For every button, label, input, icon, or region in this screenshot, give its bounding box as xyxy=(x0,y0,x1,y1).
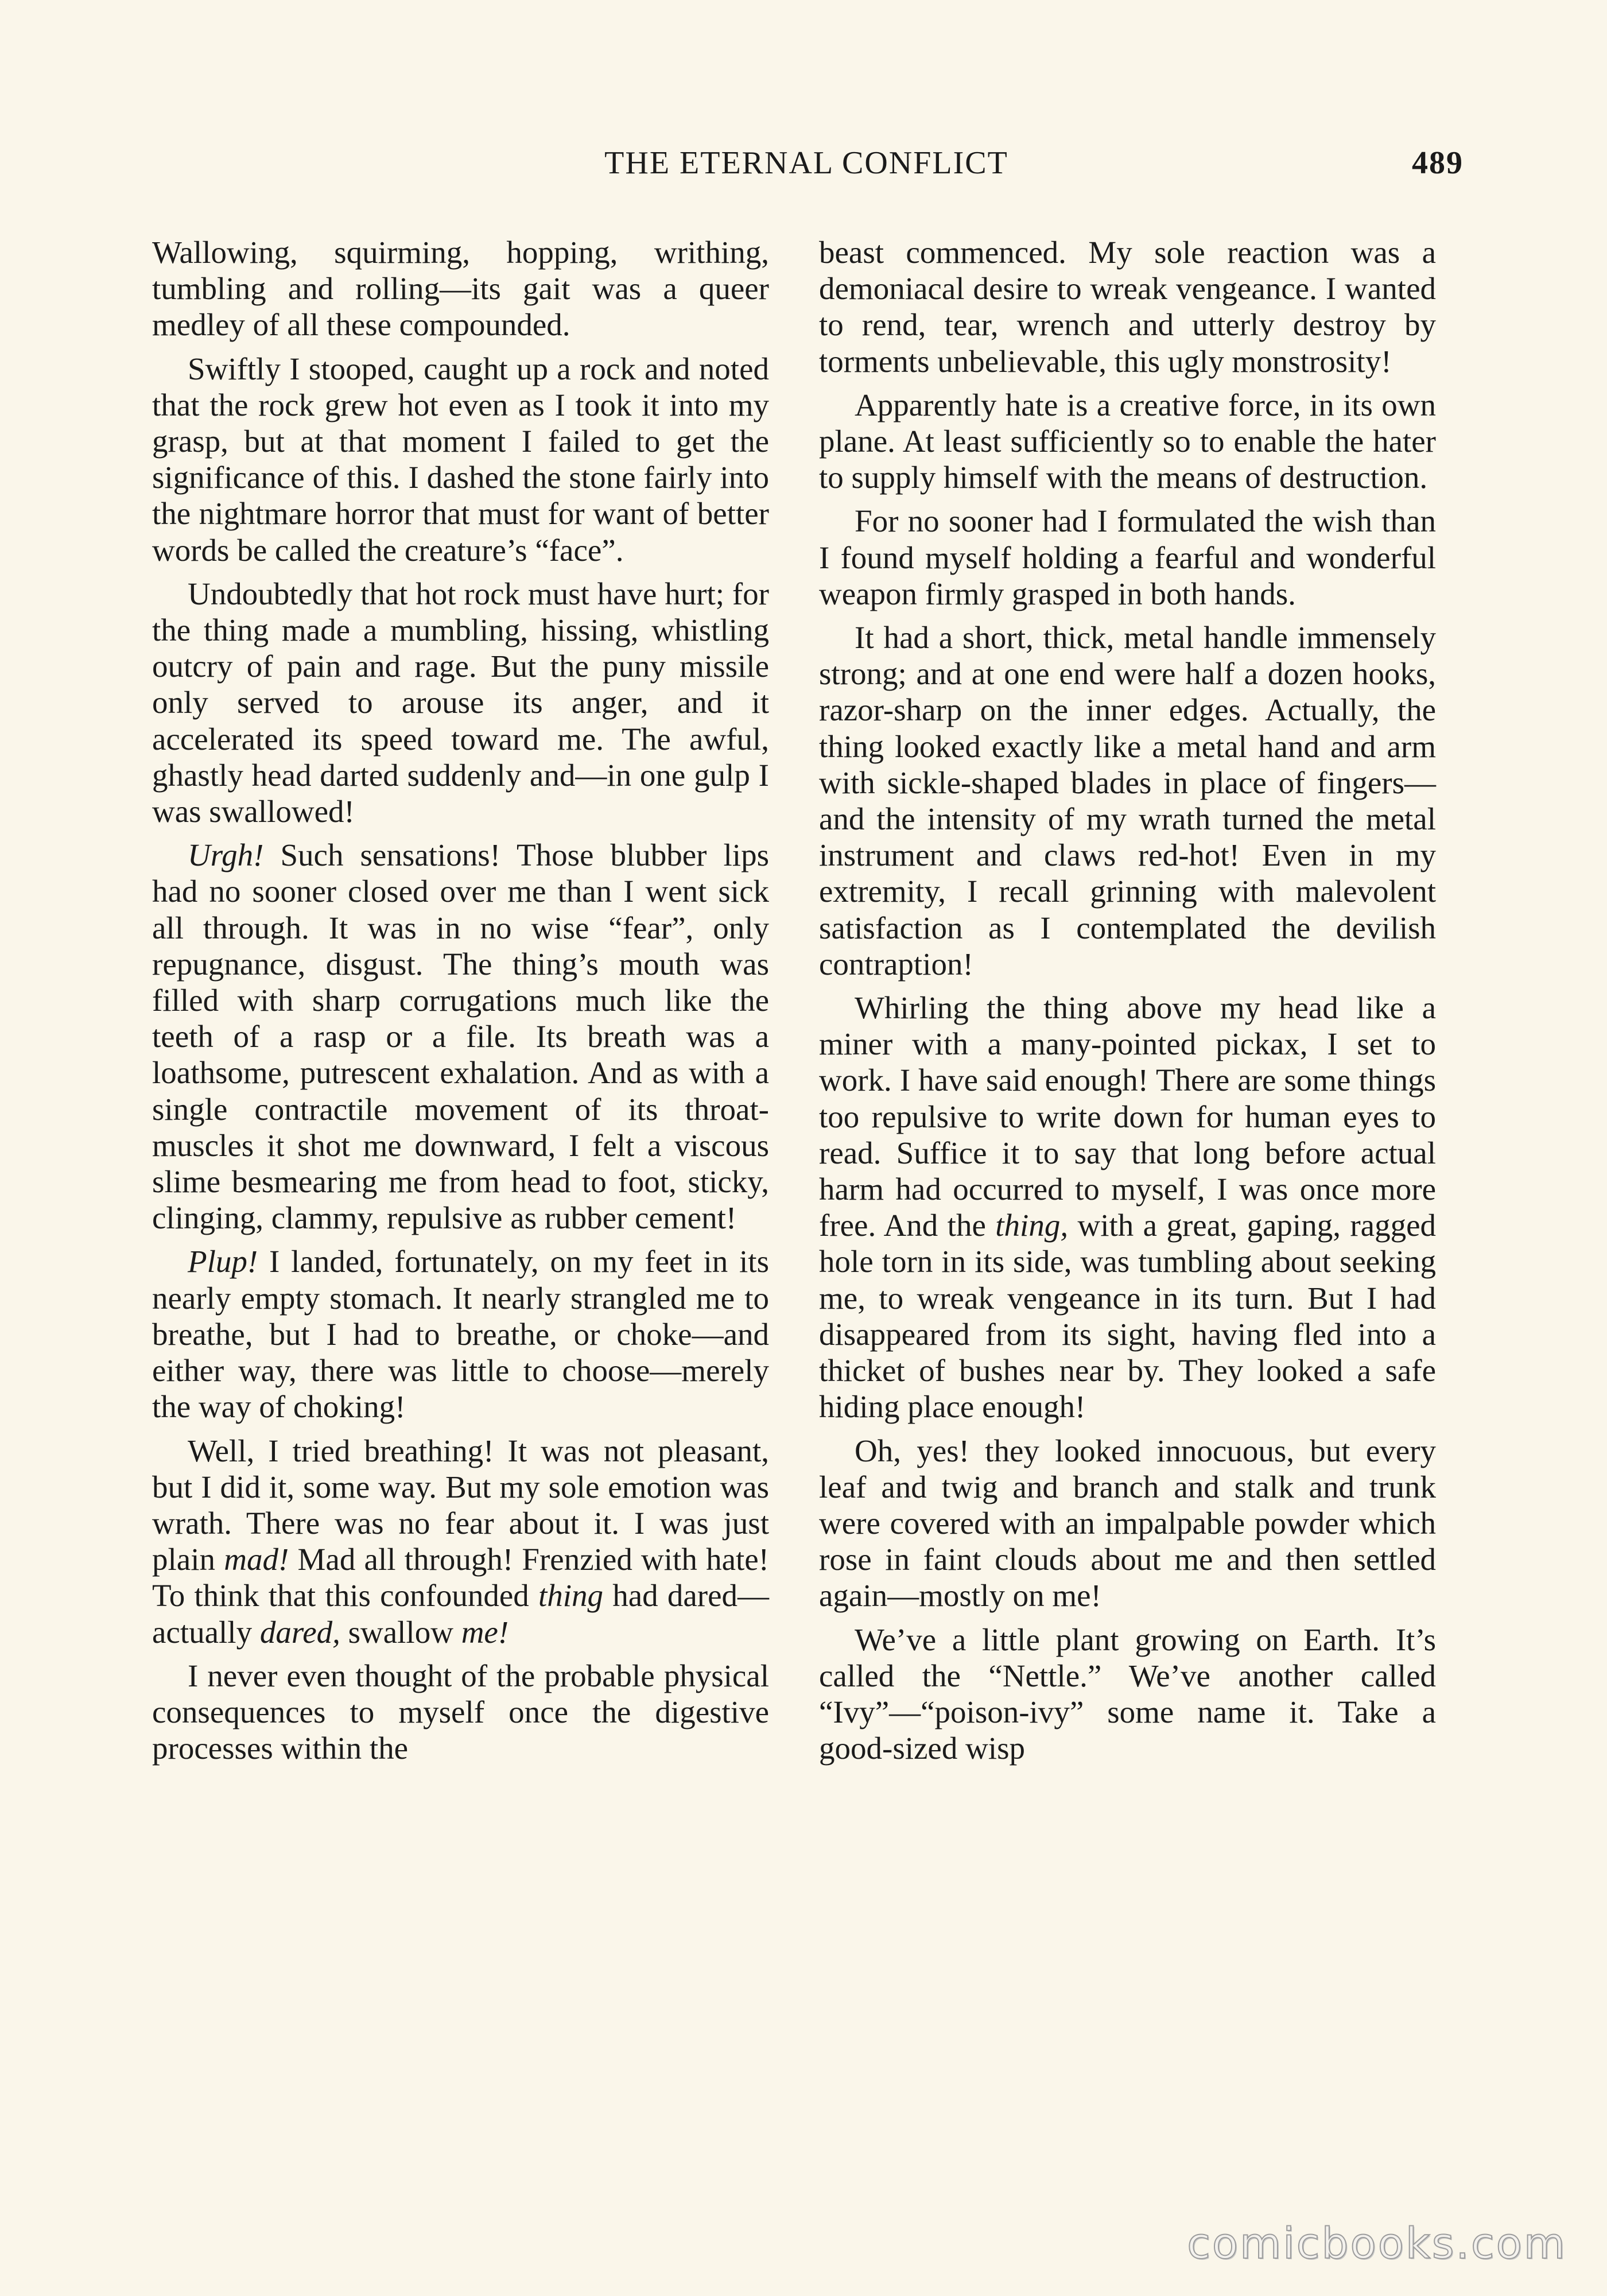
emphasis-text: me! xyxy=(461,1614,509,1650)
text-run: Wallowing, squirming, hopping, writhing, tumbling and rolling—its gait was a queer medley of all these compounded. xyxy=(152,235,769,343)
text-run: Apparently hate is a creative force, in its own plane. At least sufficiently so to enable the hater to supply himself with the means of destruction. xyxy=(819,387,1436,495)
body-paragraph xyxy=(152,1243,769,1425)
emphasis-text: Urgh! xyxy=(188,837,264,873)
emphasis-text: thing xyxy=(538,1578,604,1614)
body-paragraph xyxy=(819,990,1436,1425)
emphasis-text: thing, xyxy=(995,1208,1069,1243)
text-run: For no sooner had I formulated the wish than I found myself holding a fearful and wonderful weapon firmly grasped in both hands. xyxy=(819,503,1436,611)
body-paragraph xyxy=(152,576,769,829)
body-paragraph xyxy=(152,837,769,1236)
text-run: Oh, yes! they looked innocuous, but every leaf and twig and branch and stalk and trunk were covered with an impalpable powder which rose in faint clouds about me and then settled again—mostly on me! xyxy=(819,1433,1436,1614)
text-run: beast commenced. My sole reaction was a demoniacal desire to wreak vengeance. I wanted to rend, tear, wrench and utterly destroy by torments unbelievable, this ugly monstrosity! xyxy=(819,235,1436,379)
text-column-right xyxy=(819,234,1436,1766)
body-paragraph xyxy=(152,1433,769,1650)
text-run: had dared—actually xyxy=(152,1578,769,1650)
running-title: THE ETERNAL CONFLICT xyxy=(604,145,1008,181)
text-run: with a great, gaping, ragged hole torn in its side, was tumbling about seeking me, to wreak vengeance in its turn. But I had disappeared from its sight, having fled into a thicket of bushes near by. They looked a safe hiding place enough! xyxy=(819,1208,1436,1425)
body-paragraph xyxy=(819,619,1436,982)
text-run: Undoubtedly that hot rock must have hurt; for the thing made a mumbling, hissing, whistling outcry of pain and rage. But the puny missile only served to arouse its anger, and it accelerated its speed toward me. The awful, ghastly head darted suddenly and—in one gulp I was swallowed! xyxy=(152,576,769,829)
text-run: It had a short, thick, metal handle immensely strong; and at one end were half a dozen hooks, razor-sharp on the inner edges. Actually, the thing looked exactly like a metal hand and arm with sickle-shaped blades in place of fingers—and the intensity of my wrath turned the metal instrument and claws red-hot! Even in my extremity, I recall grinning with malevolent satisfaction as I contemplated the devilish contraption! xyxy=(819,620,1436,982)
body-paragraph xyxy=(819,234,1436,379)
text-run: Well, I tried breathing! It was not pleasant, but I did it, some way. But my sole emotion was wrath. There was no fear about it. I was just plain xyxy=(152,1433,769,1577)
body-paragraph xyxy=(152,351,769,568)
text-run: I landed, fortunately, on my feet in its nearly empty stomach. It nearly strangled me to breathe, but I had to breathe, or choke—and either way, there was little to choose—merely the way of choking! xyxy=(152,1244,769,1425)
body-paragraph xyxy=(819,387,1436,496)
text-column-left xyxy=(152,234,769,1766)
running-head xyxy=(149,145,1464,185)
body-paragraph xyxy=(819,503,1436,612)
text-run: Such sensations! Those blubber lips had no sooner closed over me than I went sick all through. It was in no wise “fear”, only repugnance, disgust. The thing’s mouth was filled with sharp corrugations much like the teeth of a rasp or a file. Its breath was a loathsome, putrescent exhalation. And as with a single contractile movement of its throat-muscles it shot me downward, I felt a viscous slime besmearing me from head to foot, sticky, clinging, clammy, repulsive as rubber cement! xyxy=(152,837,769,1236)
site-watermark: comicbooks.com xyxy=(1187,2219,1567,2268)
body-paragraph xyxy=(819,1622,1436,1767)
text-run: Mad all through! Frenzied with hate! To think that this confounded xyxy=(152,1542,769,1614)
emphasis-text: dared, xyxy=(259,1614,340,1650)
body-paragraph xyxy=(152,1658,769,1767)
text-run: I never even thought of the probable physical consequences to myself once the digestive processes within the xyxy=(152,1658,769,1766)
body-paragraph xyxy=(819,1433,1436,1614)
text-run: Swiftly I stooped, caught up a rock and noted that the rock grew hot even as I took it into my grasp, but at that moment I failed to get the significance of this. I dashed the stone fairly into the nightmare horror that must for want of better words be called the creature’s “face”. xyxy=(152,351,769,568)
body-paragraph xyxy=(152,234,769,343)
text-run: We’ve a little plant growing on Earth. It’s called the “Nettle.” We’ve another called “Ivy”—“poison-ivy” some name it. Take a good-sized wisp xyxy=(819,1622,1436,1766)
text-run: Whirling the thing above my head like a miner with a many-pointed pickax, I set to work. I have said enough! There are some things too repulsive to write down for human eyes to read. Suffice it to say that long before actual harm had occurred to myself, I was once more free. And the xyxy=(819,990,1436,1243)
text-run: swallow xyxy=(340,1614,461,1650)
emphasis-text: Plup! xyxy=(188,1244,258,1279)
emphasis-text: mad! xyxy=(224,1542,289,1577)
page-number: 489 xyxy=(1412,145,1464,181)
